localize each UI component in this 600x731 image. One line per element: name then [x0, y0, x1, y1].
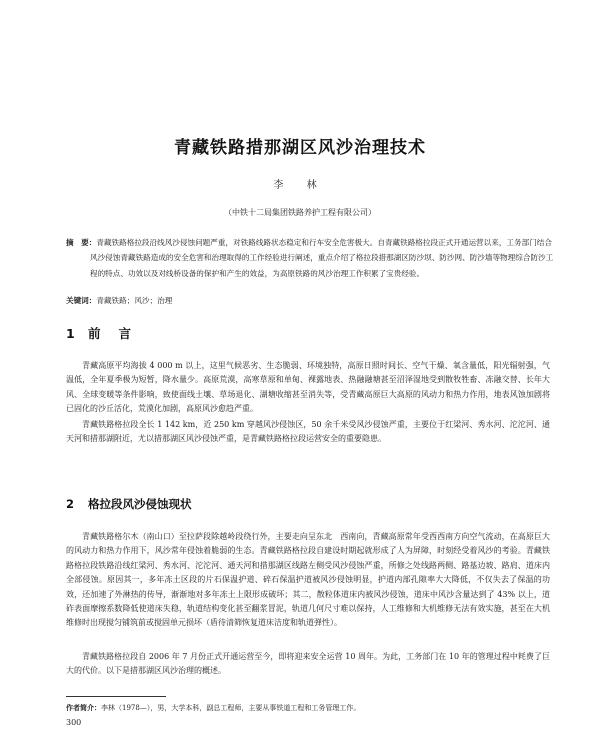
section-2-paragraph: 青藏铁路格拉段自 2006 年 7 月份正式开通运营至今，即将迎来安全运营 10 周年。为此，工务部门在 10 年的管理过程中耗费了巨大的代价。以下是措那湖区风沙治理的概述。	[66, 652, 550, 676]
section-1-number: 1	[66, 326, 75, 341]
abstract-text: 青藏铁路格拉段沿线风沙侵蚀问题严重，对铁路线路状态稳定和行车安全危害极大。自青藏铁路格拉段正式开通运营以来，工务部门结合风沙侵蚀青藏铁路造成的安全危害和治理取得的工作经验进行阐述，重点介绍了格拉段措那湖区防沙坝、防沙网、防沙墙等物理综合防沙工程的特点、功效以及对线桥设备的保护和产生的效益，为高原铁路的风沙治理工作积累了宝贵经验。	[90, 238, 554, 278]
footnote-rule	[66, 696, 166, 697]
footnote-text: 李林（1978—），男，大学本科，副总工程师，主要从事铁道工程和工务管理工作。	[101, 704, 361, 712]
keywords-text: 青藏铁路；风沙；治理	[96, 296, 173, 305]
section-1-paragraph: 青藏铁路格拉段全长 1 142 km，近 250 km 穿越风沙侵蚀区，50 余千米受风沙侵蚀严重，主要位于红梁河、秀水河、沱沱河、通天河和措那湖附近，尤以措那湖区风沙侵蚀严重，是青藏铁路格拉段运营安全的重要隐患。	[66, 420, 550, 444]
section-2-number: 2	[66, 497, 75, 511]
author-footnote	[66, 703, 556, 713]
author-name: 李 林	[273, 180, 327, 191]
abstract-label: 摘 要：	[66, 238, 97, 247]
section-1-paragraph: 青藏高原平均海拔 4 000 m 以上，这里气候恶劣、生态脆弱、环境独特，高原日照时间长、空气干燥、氧含量低，阳光辐射强，气温低，全年夏季极为短暂，降水量少。高原荒漠，高寒草原和单甸、裸露地表、热融融塘甚至沼泽湿地受到散牧牲畜、冻融交替、长年大风、全球变暖等条件影响，致使面线土壤、草场退化、湖塘收缩甚至消失等，受青藏高原巨大高原的风动力和热力作用，地表风蚀加剧将已固化的沙丘活化，荒漠化加剧，高原风沙愈趋严重。	[66, 361, 550, 414]
paper-title: 青藏铁路措那湖区风沙治理技术	[174, 138, 426, 158]
section-1-heading	[66, 324, 149, 342]
keywords-label: 关键词：	[66, 296, 97, 305]
keywords	[66, 295, 558, 307]
section-2-paragraph: 青藏铁路格尔木（南山口）至拉萨段除越岭段绕行外，主要走向呈东北 西南向，青藏高原常年受西西南方向空气流动，在高原巨大的风动力和热力作用下，风沙常年侵蚀着脆弱的生态。青藏铁路格拉段自建设时期起就形成了人为屏障，时刻经受着风沙的考验。青藏铁路格拉段铁路沿线红梁河、秀水河、沱沱河、通天河和措那湖区线路左侧受风沙侵蚀严重，所修之处线路两侧、路基边坡、路肩、道床内全部侵蚀。原因其一，多年冻土区段的片石保温护道、碎石保温护道被风沙侵蚀明显，护道内部孔隙率大大降低，不仅失去了保温的功效，还加速了外淋热的传导，渐渐地对多年冻土上限形成破坏；其二，散粒体道床内被风沙侵蚀，道床中风沙含量达到了 43% 以上，道砟表面摩擦系数降低使道床失稳，轨道结构变化甚至翻浆冒泥，轨道几何尺寸难以保持，人工维修和大机维修无法有效实施，甚至在大机维修时出现搅匀铺筑前或搅固单元损坏（盾待清筛恢复道床洁度和轨道弹性）。	[66, 532, 550, 628]
page-number: 300	[66, 718, 82, 727]
section-1-title: 前言	[88, 326, 150, 341]
footnote-label: 作者简介：	[66, 703, 101, 712]
abstract	[66, 235, 558, 281]
author-affiliation: （中铁十二局集团铁路养护工程有限公司）	[224, 208, 376, 217]
section-2-title: 格拉段风沙侵蚀现状	[88, 497, 192, 511]
section-2-heading	[66, 496, 192, 512]
